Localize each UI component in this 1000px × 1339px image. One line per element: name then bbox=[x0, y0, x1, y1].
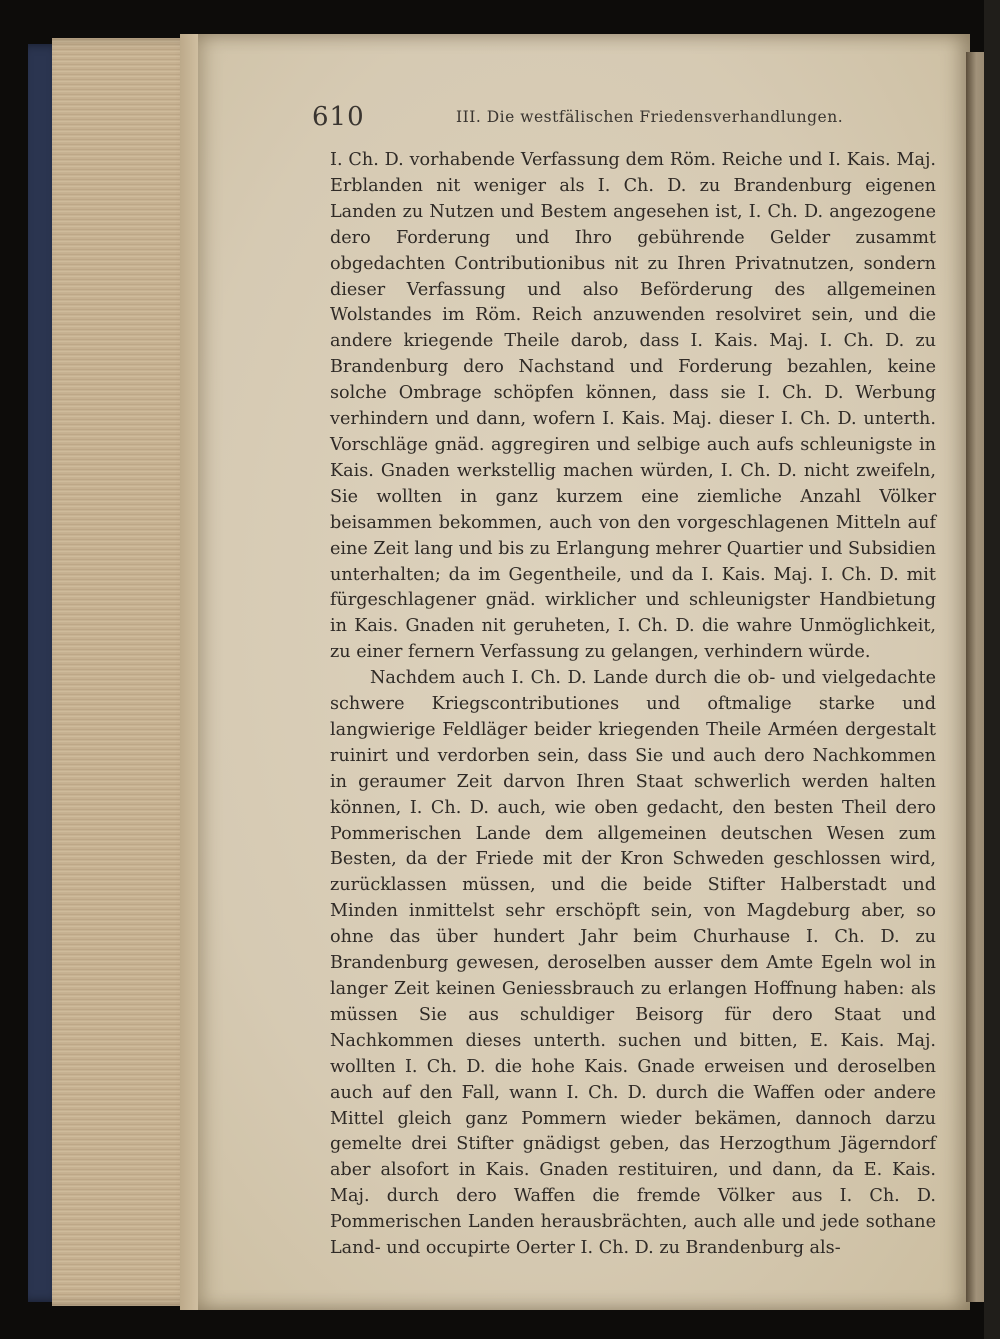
body-text bbox=[330, 148, 936, 1262]
paragraph: I. Ch. D. vorhabende Verfassung dem Röm. Reiche und I. Kais. Maj. Erblanden nit weniger als I. Ch. D. zu Brandenburg eigenen Landen zu Nutzen und Bestem angesehen ist, I. Ch. D. angezogene dero Forderung und Ihro gebührende Gelder zusammt obgedachten Contributionibus nit zu Ihren Privatnutzen, sondern dieser Verfassung und also Beförderung des allgemeinen Wolstandes im Röm. Reich anzuwenden resolviret sein, und die andere kriegende Theile darob, dass I. Kais. Maj. I. Ch. D. zu Brandenburg dero Nachstand und Forderung bezahlen, keine solche Ombrage schöpfen können, dass sie I. Ch. D. Werbung verhindern und dann, wofern I. Kais. Maj. dieser I. Ch. D. unterth. Vorschläge gnäd. aggregiren und selbige auch aufs schleunigste in Kais. Gnaden werkstellig machen würden, I. Ch. D. nicht zweifeln, Sie wollten in ganz kurzem eine ziemliche Anzahl Völker beisammen bekommen, auch von den vorgeschlagenen Mitteln auf eine Zeit lang und bis zu Erlangung mehrer Quartier und Subsidien unterhalten; da im Gegentheile, und da I. Kais. Maj. I. Ch. D. mit fürgeschlagener gnäd. wirklicher und schleunigster Handbietung in Kais. Gnaden nit geruheten, I. Ch. D. die wahre Unmöglichkeit, zu einer fernern Verfassung zu gelangen, verhindern würde. bbox=[330, 150, 936, 663]
page-block-edges bbox=[52, 38, 200, 1306]
paragraph: Nachdem auch I. Ch. D. Lande durch die ob- und vielgedachte schwere Kriegscontributiones und oftmalige starke und langwierige Feldläger beider kriegenden Theile Arméen dergestalt ruinirt und verdorben sein, dass Sie und auch dero Nachkommen in geraumer Zeit darvon Ihren Staat schwerlich werden halten können, I. Ch. D. auch, wie oben gedacht, den besten Theil dero Pommerischen Lande dem allgemeinen deutschen Wesen zum Besten, da der Friede mit der Kron Schweden geschlossen wird, zurücklassen müssen, und die beide Stifter Halberstadt und Minden inmittelst sehr erschöpft sein, von Magdeburg aber, so ohne das über hundert Jahr beim Churhause I. Ch. D. zu Brandenburg gewesen, deroselben ausser dem Amte Egeln wol in langer Zeit keinen Geniessbrauch zu erlangen Hoffnung haben: als müssen Sie aus schuldiger Beisorg für dero Staat und Nachkommen dieses unterth. suchen und bitten, E. Kais. Maj. wollten I. Ch. D. die hohe Kais. Gnade erweisen und deroselben auch auf den Fall, wann I. Ch. D. durch die Waffen oder andere Mittel gleich ganz Pommern wieder bekämen, dannoch darzu gemelte drei Stifter gnädigst geben, das Herzogthum Jägerndorf aber alsofort in Kais. Gnaden restituiren, und dann, da E. Kais. Maj. durch dero Waffen die fremde Völker aus I. Ch. D. Pommerischen Landen herausbrächten, auch alle und jede sothane Land- und occupirte Oerter I. Ch. D. zu Brandenburg als- bbox=[330, 668, 936, 1259]
running-head: III. Die westfälischen Friedensverhandlungen. bbox=[456, 108, 844, 126]
page-number: 610 bbox=[312, 102, 365, 132]
scan-border bbox=[984, 0, 1000, 1339]
page-header bbox=[312, 98, 952, 138]
